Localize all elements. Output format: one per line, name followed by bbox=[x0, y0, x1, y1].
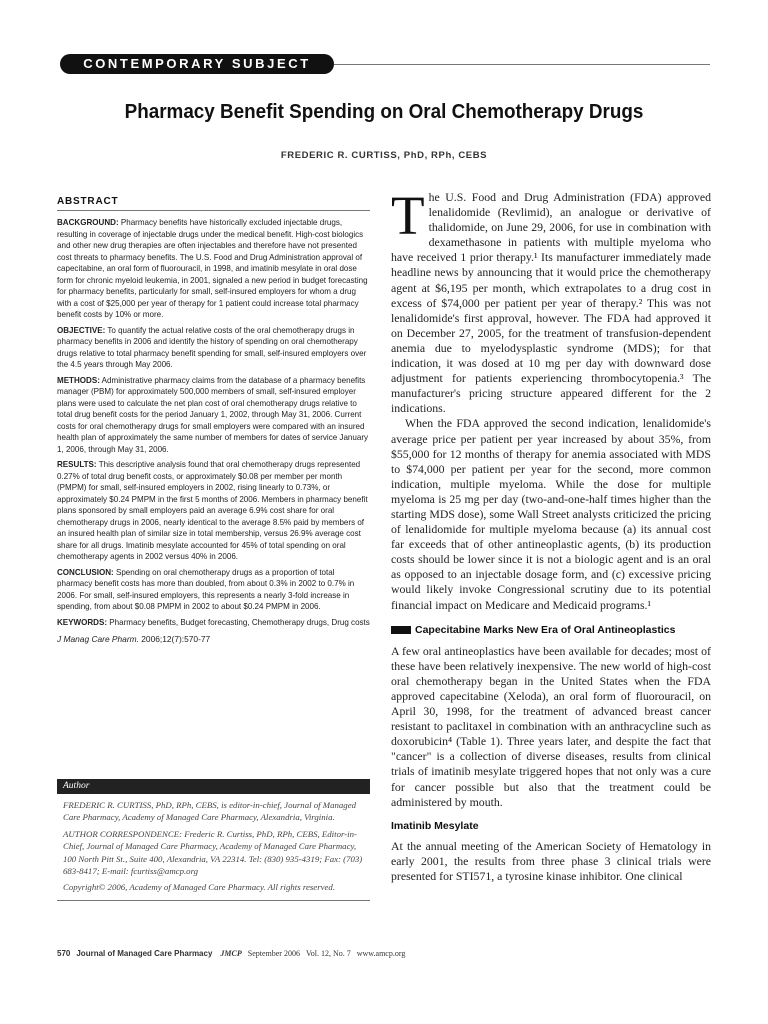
copyright-notice: Copyright© 2006, Academy of Managed Care Pharmacy. All rights reserved. bbox=[63, 882, 336, 893]
author-correspondence: AUTHOR CORRESPONDENCE: Frederic R. Curtiss, PhD, RPh, CEBS, Editor-in-Chief, Journal of Managed Care Pharmacy, Academy of Managed Care Pharmacy, 100 North Pitt St., Suite 400, Alexandria, VA 22314. Tel: (830) 935-4319; Fax: (703) 683-8417; E-mail: fcurtiss@amcp.org bbox=[63, 828, 363, 877]
author-box-body bbox=[57, 794, 370, 894]
author-box bbox=[57, 779, 370, 901]
author-box-rule bbox=[57, 900, 370, 901]
abstract-label: RESULTS: bbox=[57, 459, 97, 469]
abstract-background bbox=[57, 217, 370, 321]
section-heading-text: Capecitabine Marks New Era of Oral Antineoplastics bbox=[415, 623, 676, 636]
abstract-rule bbox=[57, 210, 370, 211]
abstract-label: KEYWORDS: bbox=[57, 616, 108, 627]
abstract-heading: ABSTRACT bbox=[57, 196, 119, 207]
abstract-label: BACKGROUND: bbox=[57, 217, 119, 227]
author-byline: FREDERIC R. CURTISS, PhD, RPh, CEBS bbox=[280, 150, 488, 161]
article-body bbox=[391, 185, 711, 884]
abstract-label: METHODS: bbox=[57, 374, 100, 385]
journal-abbrev: JMCP bbox=[220, 949, 242, 958]
website: www.amcp.org bbox=[356, 949, 406, 958]
section-marker-icon bbox=[391, 626, 411, 634]
section-heading-imatinib: Imatinib Mesylate bbox=[391, 819, 479, 832]
abstract-text: This descriptive analysis found that oral chemotherapy drugs represented 0.27% of total drug benefit costs, or approximately $0.08 per member per month (PMPM) for small, self-insured employers in 2002, rising linearly to 0.73%, or approximately $0.24 PMPM in the first 5 months of 2006. Members in pharmacy benefit plans sponsored by small employers paid an average 6.9% cost share for oral chemotherapy drugs in 2006, nearly identical to the average 8.5% paid by members of an insured health plan of similar size in total membership, versus 26.9% average cost share for all drugs. Imatinib mesylate accounted for 45% of total spending on oral chemotherapy agents in 2002 versus 40% in 2006. bbox=[57, 459, 368, 561]
abstract-column bbox=[57, 196, 370, 644]
author-box-heading: Author bbox=[57, 779, 370, 794]
abstract-text: Pharmacy benefits have historically excluded injectable drugs, resulting in coverage of injectable drugs under the medical benefit. High-cost biologics and other new drug therapies are often injectables and therefore have not presented cost threats to pharmacy benefits. The U.S. Food and Drug Administration approval of capecitabine, an oral form of fluorouracil, in 1998, and imatinib mesylate in oral dose form for chronic myeloid leukemia, in 2001, signaled a new period in budget forecasting for pharmacy benefits, particularly for small, self-insured employers for whom a drug with a cost of $25,000 per year of therapy for 1 patient could increase total pharmacy benefit costs by 10% or more. bbox=[57, 217, 368, 319]
page-number: 570 bbox=[57, 949, 71, 958]
page-footer bbox=[57, 949, 405, 958]
article-title: Pharmacy Benefit Spending on Oral Chemotherapy Drugs bbox=[124, 100, 644, 123]
abstract-label: OBJECTIVE: bbox=[57, 324, 106, 335]
abstract-methods bbox=[57, 375, 370, 456]
abstract-text: Spending on oral chemotherapy drugs as a proportion of total pharmacy benefit costs has more than doubled, from about 0.3% in 2002 to 0.7% in 2006. For small, self-insured employers, this represents a nearly 3-fold increase in spending, from about $0.08 PMPM in 2002 to about $0.24 PMPM in 2006. bbox=[57, 566, 355, 611]
section-banner: CONTEMPORARY SUBJECT bbox=[60, 54, 334, 74]
article-paragraph-2: When the FDA approved the second indication, lenalidomide's average price per patient per year increased by about 35%, from $55,000 for 12 months of therapy for anemia associated with MDS to $74,000 per patient per year for the second, more common indication, multiple myeloma. While the dose for multiple myeloma is 25 mg per day (two-and-one-half times higher than the starting MDS dose), some Wall Street analysts criticized the pricing of lenalidomide for multiple myeloma because (a) its annual cost far exceeds that of other antineoplastic agents, (b) its production costs should be lower since it is not a biologic agent and is an oral as opposed to an injectable dosage form, and (c) excessive pricing would likely invoke Congressional scrutiny due to its potential financial impact on Medicare and Medicaid programs.¹ bbox=[391, 416, 711, 612]
citation-details: 2006;12(7):570-77 bbox=[138, 634, 211, 644]
citation bbox=[57, 634, 370, 644]
journal-name: Journal of Managed Care Pharmacy bbox=[76, 949, 213, 958]
abstract-text: Pharmacy benefits, Budget forecasting, Chemotherapy drugs, Drug costs bbox=[107, 616, 370, 627]
volume-info: Vol. 12, No. 7 bbox=[305, 949, 351, 958]
section-heading-capecitabine bbox=[391, 623, 711, 638]
drop-cap: T bbox=[391, 185, 425, 246]
author-affiliation: FREDERIC R. CURTISS, PhD, RPh, CEBS, is editor-in-chief, Journal of Managed Care Pharmacy, Academy of Managed Care Pharmacy, Alexandria, Virginia. bbox=[63, 800, 357, 823]
abstract-keywords bbox=[57, 617, 370, 629]
article-column bbox=[391, 185, 711, 884]
article-paragraph-4: At the annual meeting of the American Society of Hematology in early 2001, the results from three phase 3 clinical trials were presented for STI571, a tyrosine kinase inhibitor. One clinical bbox=[391, 838, 711, 884]
abstract-results bbox=[57, 459, 370, 563]
abstract-text: To quantify the actual relative costs of the oral chemotherapy drugs in pharmacy benefits in 2006 and identify the history of spending on oral chemotherapy drugs relative to total pharmacy benefit spending for small, self-insured employers over the 4.5 years through May 2006. bbox=[57, 324, 367, 369]
abstract-objective bbox=[57, 325, 370, 371]
abstract-label: CONCLUSION: bbox=[57, 566, 114, 577]
article-paragraph-1 bbox=[391, 185, 711, 416]
abstract-conclusion bbox=[57, 567, 370, 613]
issue-date: September 2006 bbox=[247, 949, 300, 958]
header-rule bbox=[334, 64, 710, 65]
abstract-text: Administrative pharmacy claims from the database of a pharmacy benefits manager (PBM) for approximately 500,000 members of small, self-insured employer plans were used to calculate the net plan cost of oral chemotherapy drugs relative to total drug benefit costs for the period January 1, 2002, through May 31, 2006. Current costs for oral chemotherapy drugs for small employers were compared with an insured health plan of approximately the same number of members for dates of service January 1, 2006, through May 31, 2006. bbox=[57, 374, 369, 454]
article-paragraph-1-text: he U.S. Food and Drug Administration (FDA) approved lenalidomide (Revlimid), an analogue or derivative of thalidomide, on June 29, 2006, for use in combination with dexamethasone in patients with multiple myeloma who have received 1 prior therapy.¹ Its manufacturer immediately made headline news by announcing that it would price the chemotherapy agent at $6,195 per month, which extrapolates to a drug cost in excess of $74,000 per patient per year of therapy.² This was not lenalidomide's first approval, however. The FDA had approved it on December 27, 2005, for the treatment of transfusion-dependent anemia due to myelodysplastic syndrome (MDS); for that indication, it was dosed at 10 mg per day with downward dose adjustment for patients experiencing thrombocytopenia.³ The manufacturer's pricing structure appeared different for the 2 indications. bbox=[391, 190, 711, 416]
article-paragraph-3: A few oral antineoplastics have been available for decades; most of these have been relatively inexpensive. The new world of high-cost oral chemotherapy began in the United States when the FDA approved capecitabine (Xeloda), an oral form of fluorouracil, on April 30, 1998, for the treatment of advanced breast cancer resistant to paclitaxel in combination with an anthracycline such as doxorubicin⁴ (Table 1). Three years later, and despite the fact that "cancer" is a collection of diverse diseases, results from clinical trials of imatinib mesylate triggered hopes that not only was a cure for cancer possible but also that the treatment could be administered by mouth. bbox=[391, 643, 711, 809]
citation-journal: J Manag Care Pharm. bbox=[57, 634, 139, 644]
